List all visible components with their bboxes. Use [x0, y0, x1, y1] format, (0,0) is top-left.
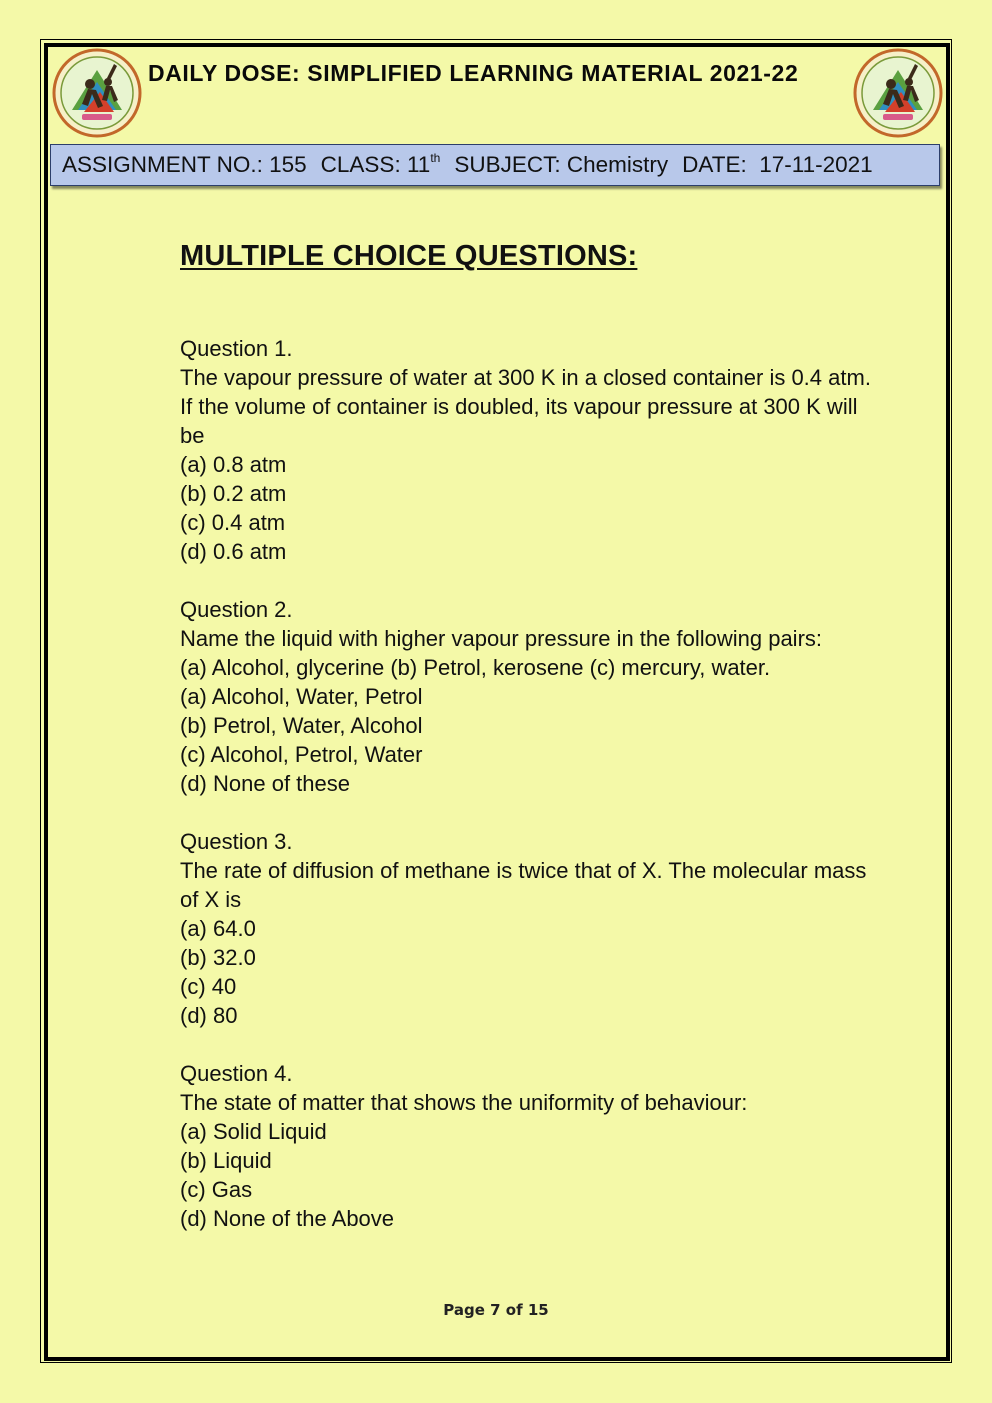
answer-option: (b) Petrol, Water, Alcohol	[180, 713, 423, 738]
class-suffix: th	[430, 151, 441, 165]
answer-option: (d) None of these	[180, 771, 350, 796]
answer-option: (d) None of the Above	[180, 1206, 395, 1231]
class-label: CLASS: 11th	[320, 151, 441, 177]
answer-option: (a) Solid Liquid	[180, 1119, 327, 1144]
header-title: DAILY DOSE: SIMPLIFIED LEARNING MATERIAL 2021-22	[148, 60, 799, 86]
answer-option: (c) Gas	[180, 1177, 253, 1202]
answer-option: (b) 32.0	[180, 945, 256, 970]
answer-option: (b) 0.2 atm	[180, 481, 287, 506]
answer-option: (d) 80	[180, 1003, 238, 1028]
page-of-word: of	[505, 1301, 523, 1319]
page-total: 15	[527, 1301, 549, 1319]
question-label: Question 2.	[180, 597, 293, 622]
answer-option: (b) Liquid	[180, 1148, 272, 1173]
answer-option: (a) 0.8 atm	[180, 452, 287, 477]
questions-list	[180, 334, 880, 1262]
question-label: Question 4.	[180, 1061, 293, 1086]
school-emblem-icon	[853, 48, 943, 138]
answer-option: (d) 0.6 atm	[180, 539, 287, 564]
answer-option: (c) 40	[180, 974, 237, 999]
question-text: The rate of diffusion of methane is twice that of X. The molecular mass of X is	[180, 858, 867, 912]
question-text: The state of matter that shows the uniformity of behaviour:	[180, 1090, 748, 1115]
answer-option: (c) 0.4 atm	[180, 510, 286, 535]
question-block	[180, 334, 880, 566]
question-text: Name the liquid with higher vapour pressure in the following pairs:	[180, 626, 823, 651]
answer-option: (c) Alcohol, Petrol, Water	[180, 742, 423, 767]
question-block	[180, 595, 880, 798]
question-text: The vapour pressure of water at 300 K in a closed container is 0.4 atm. If the volume of container is doubled, its vapour pressure at 300 K will be	[180, 365, 871, 448]
subject-label: SUBJECT: Chemistry	[454, 152, 669, 177]
date-label: DATE: 17-11-2021	[682, 152, 873, 177]
school-emblem-icon	[52, 48, 142, 138]
page-current: 7	[490, 1301, 501, 1319]
answer-option: (a) 64.0	[180, 916, 256, 941]
assignment-number: ASSIGNMENT NO.: 155	[62, 152, 307, 177]
question-text: (a) Alcohol, glycerine (b) Petrol, kerosene (c) mercury, water.	[180, 655, 771, 680]
page-word: Page	[443, 1301, 485, 1319]
question-block	[180, 1059, 880, 1233]
page-number	[0, 1301, 992, 1319]
question-block	[180, 827, 880, 1030]
question-label: Question 3.	[180, 829, 293, 854]
section-heading: MULTIPLE CHOICE QUESTIONS:	[180, 240, 638, 272]
assignment-info-bar	[50, 144, 940, 186]
answer-option: (a) Alcohol, Water, Petrol	[180, 684, 423, 709]
question-label: Question 1.	[180, 336, 293, 361]
